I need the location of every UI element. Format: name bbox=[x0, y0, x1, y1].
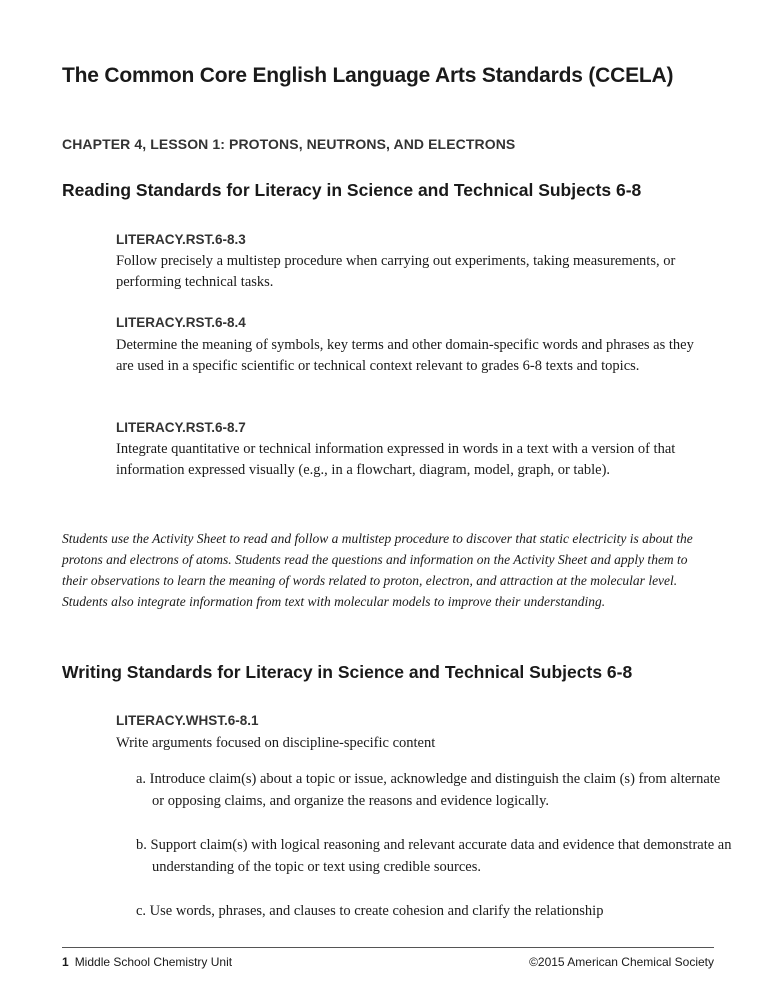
standard-text-rst-3: Follow precisely a multistep procedure when carrying out experiments, taking measurements, or performing technical tasks. bbox=[116, 253, 676, 290]
standard-text-whst-1: Write arguments focused on discipline-specific content bbox=[116, 735, 436, 751]
standard-text-rst-4: Determine the meaning of symbols, key terms and other domain-specific words and phrases as they are used in a specific scientific or technical context relevant to grades 6-8 texts and topics. bbox=[116, 337, 694, 374]
footer-left bbox=[62, 955, 232, 969]
standard-code-rst-3: LITERACY.RST.6-8.3 bbox=[116, 232, 246, 247]
writing-standards-heading: Writing Standards for Literacy in Science and Technical Subjects 6-8 bbox=[62, 662, 633, 682]
list-item: a. Introduce claim(s) about a topic or issue, acknowledge and distinguish the claim (s) from alternate or opposing claims, and organize the reasons and evidence logically. bbox=[136, 771, 721, 809]
standard-code-rst-4: LITERACY.RST.6-8.4 bbox=[116, 315, 246, 330]
reading-summary: Students use the Activity Sheet to read and follow a multistep procedure to discover that static electricity is about the protons and electrons of atoms. Students read the questions and information on the Activity Sheet and apply them to their observations to learn the meaning of words related to proton, electron, and attraction at the molecular level. Students also integrate information from text with molecular models to improve their understanding. bbox=[62, 531, 693, 609]
standard-code-whst-1: LITERACY.WHST.6-8.1 bbox=[116, 713, 259, 728]
standard-code-rst-7: LITERACY.RST.6-8.7 bbox=[116, 420, 246, 435]
page-number: 1 bbox=[62, 955, 69, 969]
footer-divider bbox=[62, 947, 714, 948]
copyright-notice: ©2015 American Chemical Society bbox=[529, 955, 714, 969]
standard-text-rst-7: Integrate quantitative or technical information expressed in words in a text with a version of that information expressed visually (e.g., in a flowchart, diagram, model, graph, or table). bbox=[116, 441, 676, 478]
list-item: c. Use words, phrases, and clauses to create cohesion and clarify the relationship bbox=[136, 903, 604, 919]
reading-standards-heading: Reading Standards for Literacy in Science and Technical Subjects 6-8 bbox=[62, 180, 642, 200]
document-title: The Common Core English Language Arts Standards (CCELA) bbox=[62, 64, 674, 87]
chapter-heading: CHAPTER 4, LESSON 1: PROTONS, NEUTRONS, AND ELECTRONS bbox=[62, 136, 516, 152]
list-item: b. Support claim(s) with logical reasoning and relevant accurate data and evidence that demonstrate an understanding of the topic or text using credible sources. bbox=[136, 837, 732, 875]
unit-name: Middle School Chemistry Unit bbox=[74, 955, 233, 969]
